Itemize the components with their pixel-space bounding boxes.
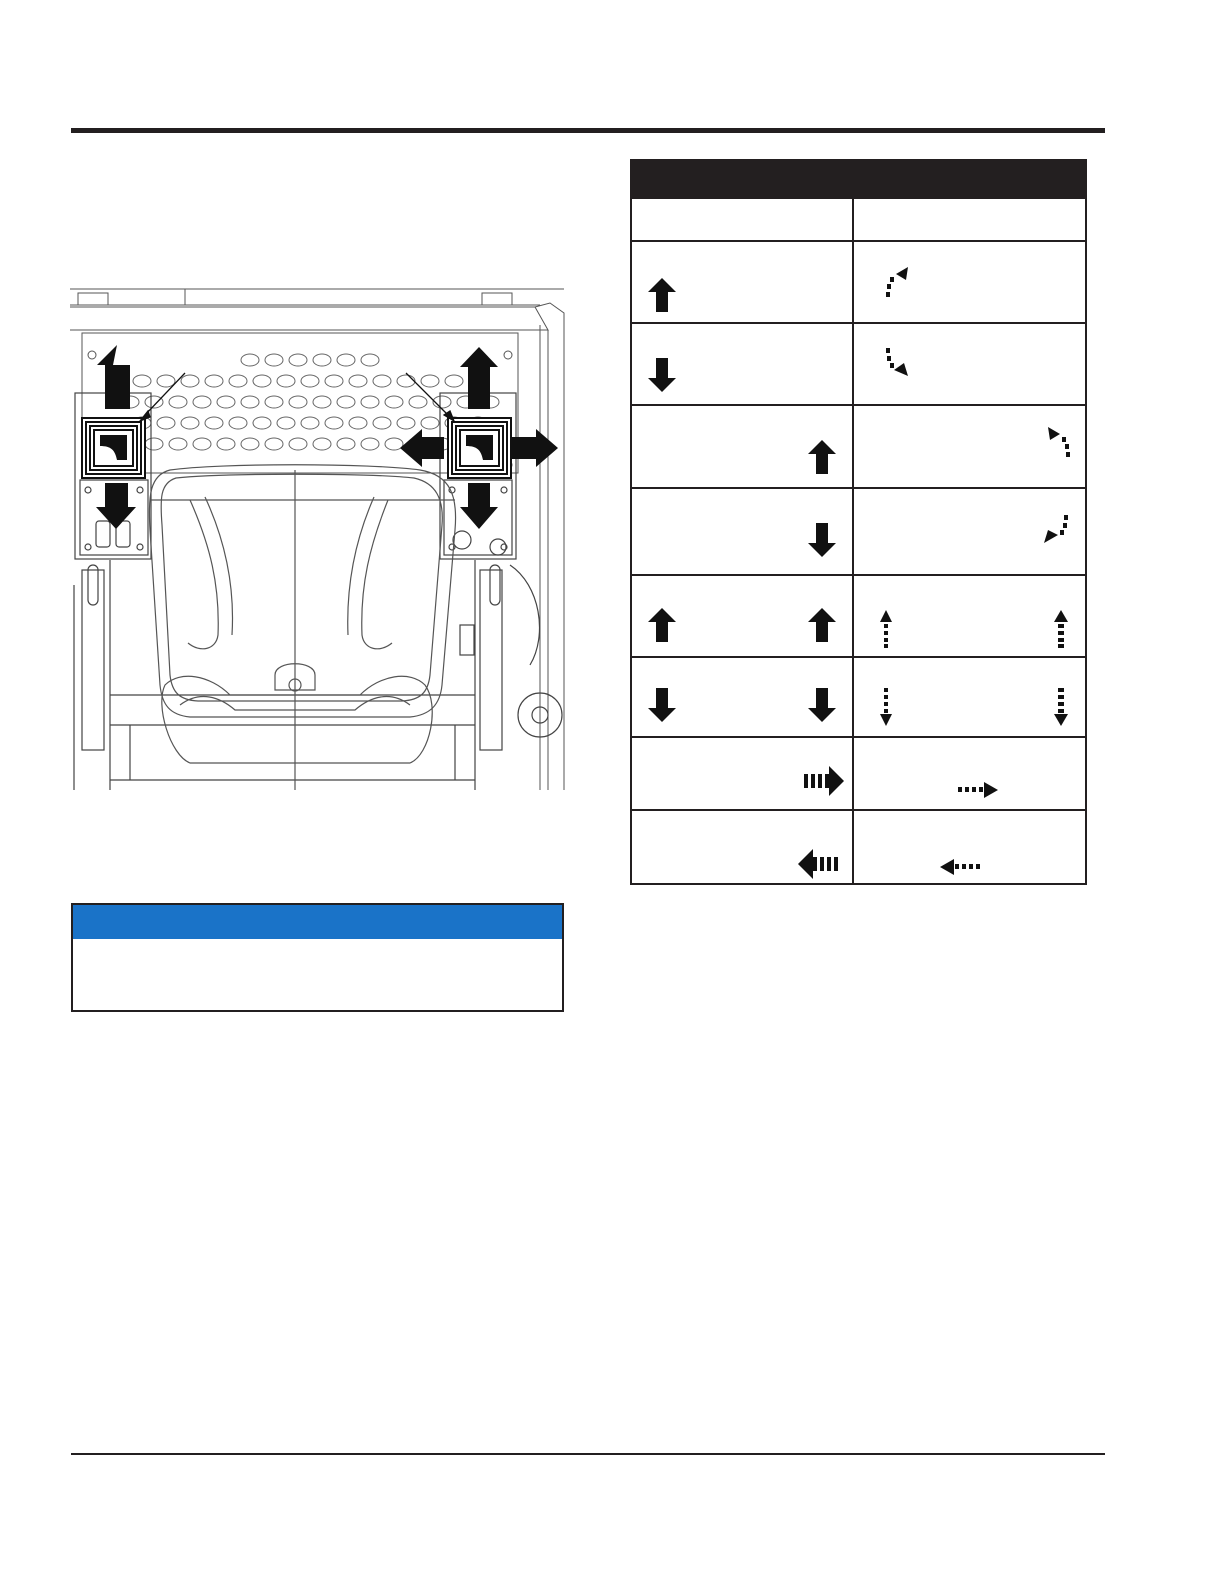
perforation-hole <box>385 396 403 408</box>
perforation-hole <box>361 438 379 450</box>
perforation-hole <box>337 438 355 450</box>
perforation-hole <box>241 396 259 408</box>
right-cell <box>854 406 1085 487</box>
perforation-hole <box>277 417 295 429</box>
notice-box <box>71 903 564 1012</box>
left-cell <box>632 658 852 736</box>
dotted-up-arrow-icon <box>1054 610 1068 648</box>
perforation-hole <box>289 396 307 408</box>
perforation-hole <box>193 438 211 450</box>
right-cell <box>854 242 1085 322</box>
right-cell <box>854 811 1085 887</box>
perforation-hole <box>241 354 259 366</box>
right-cell <box>854 738 1085 809</box>
notice-header <box>73 905 562 939</box>
perforation-hole <box>289 354 307 366</box>
joystick-controls-illustration <box>70 285 566 790</box>
perforation-hole <box>337 396 355 408</box>
table-row <box>632 197 1085 242</box>
table-row <box>632 322 1085 404</box>
perforation-hole <box>313 396 331 408</box>
perforation-hole <box>397 417 415 429</box>
dotted-left-arrow-icon <box>940 859 980 875</box>
perforation-hole <box>397 375 415 387</box>
perforation-hole <box>277 375 295 387</box>
perforation-hole <box>289 438 307 450</box>
perforation-hole <box>373 375 391 387</box>
perforation-hole <box>205 375 223 387</box>
down-arrow-icon <box>808 688 836 722</box>
right-cell <box>854 576 1085 656</box>
perforation-hole <box>361 396 379 408</box>
up-arrow-icon <box>648 608 676 642</box>
movement-table <box>630 159 1087 885</box>
dotted-right-arrow-icon <box>958 782 998 798</box>
left-cell <box>632 811 852 887</box>
perforation-hole <box>205 417 223 429</box>
perforation-hole <box>361 354 379 366</box>
table-header <box>632 161 1085 197</box>
dotted-down-arrow-icon <box>880 688 892 726</box>
up-arrow-icon <box>648 278 676 312</box>
down-arrow-icon <box>648 358 676 392</box>
up-arrow-icon <box>808 608 836 642</box>
down-arrow-icon <box>648 688 676 722</box>
table-row <box>632 487 1085 574</box>
table-row <box>632 574 1085 656</box>
left-cell <box>632 242 852 322</box>
curve-down-left-icon <box>1040 513 1070 547</box>
table-row <box>632 656 1085 736</box>
curve-up-left-icon <box>1042 426 1072 460</box>
right-cell <box>854 658 1085 736</box>
perforation-hole <box>445 375 463 387</box>
perforation-hole <box>325 375 343 387</box>
bottom-rule <box>71 1453 1105 1455</box>
perforation-hole <box>325 417 343 429</box>
right-cell <box>854 489 1085 574</box>
down-arrow-icon <box>808 523 836 557</box>
right-cell <box>854 324 1085 404</box>
perforation-hole <box>373 417 391 429</box>
perforation-hole <box>421 375 439 387</box>
perforation-hole <box>313 354 331 366</box>
perforation-hole <box>301 417 319 429</box>
perforation-hole <box>337 354 355 366</box>
perforation-hole <box>265 438 283 450</box>
table-row <box>632 404 1085 487</box>
perforation-hole <box>217 438 235 450</box>
striped-left-arrow-icon <box>798 849 838 879</box>
table-row <box>632 809 1085 887</box>
left-cell <box>632 489 852 574</box>
dotted-up-arrow-icon <box>880 610 892 648</box>
left-cell <box>632 738 852 809</box>
up-arrow-icon <box>808 440 836 474</box>
perforation-hole <box>253 417 271 429</box>
perforation-hole <box>265 354 283 366</box>
perforation-hole <box>349 375 367 387</box>
table-row <box>632 240 1085 322</box>
perforation-hole <box>217 396 235 408</box>
perforation-hole <box>349 417 367 429</box>
perforation-hole <box>145 438 163 450</box>
top-rule <box>71 128 1105 133</box>
curve-down-right-icon <box>884 346 914 380</box>
left-cell <box>632 406 852 487</box>
perforation-hole <box>157 375 175 387</box>
perforation-hole <box>133 375 151 387</box>
perforation-hole <box>313 438 331 450</box>
perforation-hole <box>181 417 199 429</box>
perforation-hole <box>421 417 439 429</box>
perforation-hole <box>169 438 187 450</box>
perforation-hole <box>229 417 247 429</box>
table-row <box>632 736 1085 809</box>
perforation-hole <box>157 417 175 429</box>
striped-right-arrow-icon <box>804 766 844 796</box>
left-cell <box>632 324 852 404</box>
perforation-hole <box>253 375 271 387</box>
dotted-down-arrow-icon <box>1054 688 1068 726</box>
perforation-hole <box>301 375 319 387</box>
perforation-hole <box>229 375 247 387</box>
perforation-hole <box>193 396 211 408</box>
perforation-hole <box>241 438 259 450</box>
curve-up-right-icon <box>884 266 914 300</box>
perforation-hole <box>169 396 187 408</box>
left-cell <box>632 576 852 656</box>
perforation-hole <box>181 375 199 387</box>
perforation-hole <box>409 396 427 408</box>
perforation-hole <box>265 396 283 408</box>
